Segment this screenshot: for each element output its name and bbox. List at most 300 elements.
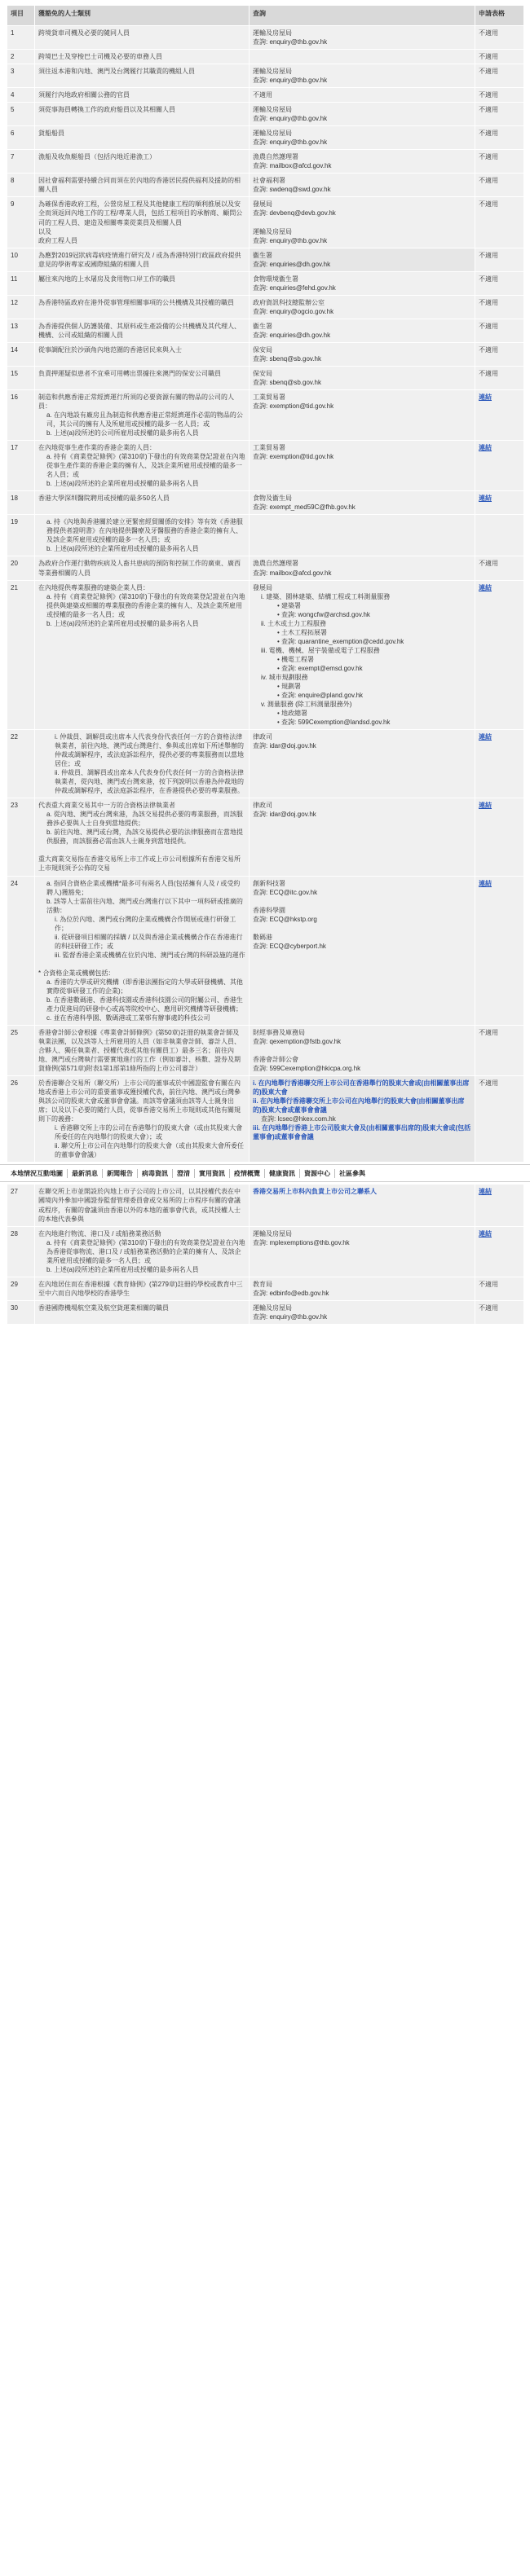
row-enquiry (250, 342, 475, 366)
row-category (35, 1026, 250, 1076)
application-not-applicable: 不適用 (479, 1029, 498, 1036)
enquiry-line (253, 218, 471, 227)
row-category (35, 64, 250, 88)
table-row (7, 295, 524, 319)
category-line: 香港會計師公會根據《專業會計師條例》(第50章)註冊的執業會計師及執業法團，以及該等人士所雇用的人員（如非執業會計師、審計人員、合夥人、獨任執業者、授權代表或其他有關員工）最多三名；前往內地、澳門或台灣執行需要實地進行的工作（例如審計、核數、證券及期貨條例(第571章)附表1第1部第1條所指的上市公司審計） (38, 1029, 241, 1073)
row-enquiry (250, 1226, 475, 1277)
row-application (475, 271, 524, 295)
row-application (475, 1026, 524, 1076)
table-row (7, 798, 524, 876)
application-not-applicable: 不適用 (479, 53, 498, 61)
enquiry-link[interactable]: i. 在內地舉行香港聯交所上市公司在香港舉行的股東大會或(由相關董事出席的)股東大會 (253, 1079, 470, 1097)
table-row (7, 271, 524, 295)
row-number: 4 (7, 88, 35, 103)
row-number: 27 (7, 1185, 35, 1226)
row-number: 11 (7, 271, 35, 295)
application-not-applicable: 不適用 (479, 29, 498, 37)
enquiry-line: 食物環境衞生署 (253, 275, 298, 283)
enquiry-line (253, 924, 471, 933)
application-not-applicable: 不適用 (479, 345, 498, 354)
nav-item[interactable]: 實用資訊 (195, 1169, 230, 1178)
enquiry-line: 食物及衞生局 (253, 495, 292, 503)
enquiry-email: 查詢: lcsec@hkex.com.hk (261, 1115, 336, 1123)
application-form-link[interactable]: 連結 (479, 393, 492, 401)
enquiry-line: 查詢: enquiry@ogcio.gov.hk (253, 307, 334, 315)
category-line: 屬往來內地的上水屠房及食用物口岸工作的職員 (38, 275, 175, 283)
category-line: 為香港提供個人防護裝備、其原料或生產設備的公共機構及其代理人、機構、公司或組織的相關人員 (38, 322, 241, 339)
row-category (35, 248, 250, 271)
enquiry-link[interactable]: 香港交易所上市科內負責上市公司之聯系人 (253, 1188, 377, 1196)
enquiry-line: 衞生署 (253, 251, 272, 259)
category-line: 為應對2019冠狀病毒病疫情進行研究及 / 或為香港特別行政區政府提供意見的學術專家或國際組織的相關人員 (38, 251, 241, 268)
category-line: a. 持有《商業登記條例》(第310章)下發出的有效商業登記證並在內地提供與建築或相關的專業服務的香港企業的擁有人、及該企業所雇用或授權的最多一名人員；或 (46, 592, 245, 618)
category-line: 須從事海員轉換工作的政府船員以及其相關人員 (38, 106, 175, 114)
row-category (35, 1076, 250, 1163)
row-application (475, 103, 524, 126)
row-application (475, 1277, 524, 1300)
row-application (475, 174, 524, 197)
category-line: 制造和供應香港正常經濟運行所須的必要資源有關的物品的公司的人員： (38, 393, 234, 410)
category-line: b. 該等人士需前往內地、澳門或台灣進行以下其中一項科研或推廣的活動： (46, 897, 243, 914)
row-number: 22 (7, 730, 35, 798)
enquiry-line: • 查詢: wongcfw@archsd.gov.hk (277, 610, 370, 618)
row-enquiry (250, 150, 475, 174)
category-line: 貨船船員 (38, 130, 64, 138)
category-line: iii. 監督香港企業或機構在位於內地、澳門或台灣的科研設施的運作 (55, 951, 245, 959)
table-row (7, 174, 524, 197)
row-number: 2 (7, 50, 35, 64)
category-line: a. 在內地設有廠房且為制造和供應香港正常經濟運作必需的物品的公司，其公司的擁有人及所雇用或授權的最多一名人員；或 (46, 411, 243, 429)
category-line: a. 持《內地與香港關於建立更緊密經貿關係的安排》等有效《香港服務提供者證明書》在內地提供醫療及牙醫服務的香港企業的擁有人、及該企業所雇用或授權的最多一名人員；或 (46, 518, 243, 544)
row-application (475, 556, 524, 580)
row-number: 21 (7, 580, 35, 730)
row-number: 18 (7, 491, 35, 515)
row-enquiry (250, 580, 475, 730)
table-row (7, 319, 524, 342)
enquiry-line: 律政司 (253, 802, 272, 810)
row-application (475, 515, 524, 556)
enquiry-line: 保安局 (253, 369, 272, 377)
table-row (7, 491, 524, 515)
row-application (475, 88, 524, 103)
category-line: 為確保香港政府工程，公營房屋工程及其他健康工程的順利推展以及安全而須返回內地工作的工程/專業人員，包括工程項目的承辦商、顧問公司的工程人員、建造及相關專業從業員及相關人員 (38, 200, 243, 226)
enquiry-line: 香港會計師公會 (253, 1056, 298, 1064)
table-row (7, 876, 524, 1026)
table-row (7, 441, 524, 491)
row-category (35, 491, 250, 515)
exemption-table-part-1 (7, 5, 524, 1163)
row-number: 1 (7, 26, 35, 50)
row-enquiry (250, 174, 475, 197)
table-row (7, 126, 524, 150)
row-enquiry (250, 876, 475, 1026)
enquiry-line: 教育局 (253, 1280, 272, 1288)
category-line: 在內地從事生產作業的香港企業的人員： (38, 444, 156, 452)
category-line: 在內地居住而在香港根據《教育條例》(第279章)註冊的學校或教育中三至中六而自內地學校的香港學生 (38, 1280, 243, 1297)
nav-item[interactable]: 健康資訊 (265, 1169, 300, 1178)
nav-item[interactable]: 資源中心 (300, 1169, 335, 1178)
category-line: i. 為位於內地、澳門或台灣的企業或機構合作開展或進行研發工作； (55, 915, 236, 932)
application-not-applicable: 不適用 (479, 560, 498, 568)
enquiry-line: 查詢: idar@doj.gov.hk (253, 742, 316, 750)
nav-item[interactable]: 新聞報告 (103, 1169, 138, 1178)
enquiry-line: 政府資訊科技總監辦公室 (253, 298, 325, 306)
row-application (475, 389, 524, 440)
category-line: 代表重大商業交易其中一方的合資格法律執業者 (38, 802, 175, 810)
row-number: 14 (7, 342, 35, 366)
category-line: 重大商業交易指在香港交易所上市工作或上市公司根據所有香港交易所上市規則須予公佈的交易 (38, 855, 241, 873)
nav-item[interactable]: 最新消息 (68, 1169, 103, 1178)
application-not-applicable: 不適用 (479, 68, 498, 76)
application-form-link[interactable]: 連結 (479, 733, 492, 741)
enquiry-line: 漁農自然護理署 (253, 153, 298, 161)
enquiry-line: 查詢: enquiry@thb.gov.hk (253, 115, 328, 123)
row-enquiry (250, 126, 475, 150)
category-line: 跨境貨車司機及必要的隨同人員 (38, 29, 130, 37)
category-line: 香港大學深圳醫院聘用或授權的最多50名人員 (38, 495, 170, 503)
row-number: 10 (7, 248, 35, 271)
enquiry-line: 查詢: enquiry@thb.gov.hk (253, 38, 328, 46)
enquiry-line: • 建築署 (277, 601, 302, 609)
row-application (475, 64, 524, 88)
row-enquiry (250, 103, 475, 126)
category-line: b. 上述(a)段所述的企業所雇用或授權的最多兩名人員 (46, 1265, 199, 1273)
table-row (7, 50, 524, 64)
table-row (7, 26, 524, 50)
category-line: i. 香港聯交所上市的公司在香港舉行的股東大會（或由其股東大會所委任的在內地舉行的股東大會）；或 (55, 1124, 243, 1141)
category-line: 在內地進行物流、港口及 / 或船務業務活動 (38, 1229, 161, 1237)
row-category (35, 174, 250, 197)
row-application (475, 580, 524, 730)
row-number: 24 (7, 876, 35, 1026)
application-not-applicable: 不適用 (479, 369, 498, 377)
table-row (7, 556, 524, 580)
application-form-link[interactable]: 連結 (479, 1229, 492, 1237)
enquiry-line: 工業貿易署 (253, 444, 285, 452)
row-number: 30 (7, 1300, 35, 1324)
application-not-applicable: 不適用 (479, 106, 498, 114)
enquiry-line: 查詢: ECQ@itc.gov.hk (253, 888, 318, 896)
enquiry-line: • 查詢: enquire@pland.gov.hk (277, 691, 364, 699)
category-line: 為政府合作運行動物疾病及人畜共患病的預防和控制工作的廣東、廣西等業務相關的人員 (38, 560, 241, 577)
row-category (35, 730, 250, 798)
row-application (475, 491, 524, 515)
row-number: 6 (7, 126, 35, 150)
enquiry-line: 財經事務及庫務局 (253, 1029, 305, 1036)
row-number: 5 (7, 103, 35, 126)
row-category (35, 197, 250, 248)
enquiry-line: • 地政總署 (277, 709, 308, 717)
category-line (38, 846, 245, 855)
category-line: a. 指同合資格企業或機構*最多可有兩名人員(包括擁有人及 / 或受約聘人)獲豁免； (46, 879, 241, 896)
enquiry-line: 運輸及房屋局 (253, 1303, 292, 1312)
enquiry-line: 運輸及房屋局 (253, 227, 292, 235)
row-number: 13 (7, 319, 35, 342)
row-enquiry (250, 730, 475, 798)
category-line: a. 從內地、澳門或台灣來港，為該交易提供必要的專業服務，而該服務涉必要與人士自身到當地提供； (46, 811, 243, 828)
row-enquiry (250, 271, 475, 295)
application-not-applicable: 不適用 (479, 177, 498, 185)
row-enquiry (250, 248, 475, 271)
row-category (35, 580, 250, 730)
application-not-applicable: 不適用 (479, 251, 498, 259)
category-line: b. 上述(a)段所述的企業所雇用或授權的最多兩名人員 (46, 480, 199, 488)
row-enquiry (250, 1300, 475, 1324)
enquiry-subheading: iv. 城市規劃服務 (261, 673, 308, 681)
row-category (35, 366, 250, 389)
row-enquiry (250, 366, 475, 389)
row-enquiry (250, 295, 475, 319)
enquiry-line: • 土木工程拓展署 (277, 628, 328, 636)
category-line: i. 仲裁員、調解員或出席本人代表身份代表任何一方的合資格法律執業者，前往內地、澳門或台灣進行、參與或出席如下所述舉辦的仲裁或調解程序，或法庭訴訟程序，提供必要的專業服務而以當地居住；或 (55, 733, 244, 768)
row-application (475, 876, 524, 1026)
row-enquiry (250, 50, 475, 64)
enquiry-line: 查詢: enquiry@thb.gov.hk (253, 236, 328, 244)
table-row (7, 1226, 524, 1277)
row-application (475, 150, 524, 174)
category-line: 因社會福利需要持續合同而須在於內地的香港居民提供福利及援助的相關人員 (38, 177, 241, 194)
category-line: b. 上述(a)段所述的企業所雇用或授權的最多兩名人員 (46, 619, 199, 627)
row-number: 15 (7, 366, 35, 389)
row-application (475, 1185, 524, 1226)
row-category (35, 295, 250, 319)
category-line: b. 上述(a)段所述的企業所雇用或授權的最多兩名人員 (46, 545, 199, 553)
header-application-form: 申請表格 (475, 6, 524, 26)
row-number: 20 (7, 556, 35, 580)
table-header-row (7, 6, 524, 26)
nav-item[interactable]: 病毒資訊 (138, 1169, 173, 1178)
table-row (7, 389, 524, 440)
enquiry-line: 查詢: sbenq@sb.gov.hk (253, 354, 322, 363)
table-row (7, 515, 524, 556)
row-application (475, 730, 524, 798)
enquiry-line: 查詢: qexemption@fstb.gov.hk (253, 1038, 342, 1046)
enquiry-subheading: ii. 土木或土力工程服務 (261, 619, 326, 627)
category-line: 跨境巴士及穿梭巴士司機及必要的車務人員 (38, 53, 162, 61)
category-line: 須履行內地政府相關公務的官員 (38, 91, 130, 99)
enquiry-line: 香港科學園 (253, 906, 285, 914)
category-line: 從事調配往於沙頭角內地范圍的香港居民來與入士 (38, 345, 182, 354)
row-application (475, 366, 524, 389)
row-category (35, 1226, 250, 1277)
enquiry-line (253, 897, 471, 906)
nav-item[interactable]: 疫情概覽 (230, 1169, 265, 1178)
enquiry-line: 查詢: idar@doj.gov.hk (253, 811, 316, 819)
enquiry-link[interactable]: iii. 在內地舉行香港上市公司股東大會及(由相關董事出席的)股東大會或(包括董事會)或董事會會議 (253, 1124, 471, 1141)
table-row (7, 366, 524, 389)
application-form-link[interactable]: 連結 (479, 1188, 492, 1196)
category-line: c. 並在香港科學園、數碼港或工業邨有辦事處的科技公司 (46, 1013, 210, 1022)
enquiry-line: 查詢: exemption@tid.gov.hk (253, 453, 334, 461)
row-number: 23 (7, 798, 35, 876)
header-item-no: 項目 (7, 6, 35, 26)
row-category (35, 1300, 250, 1324)
enquiry-subheading: i. 建築、園林建築、結構工程或工料測量服務 (261, 592, 391, 600)
row-category (35, 150, 250, 174)
category-line: b. 在香港數碼港、香港科技園或香港科技園公司的附屬公司、香港生產力促進局的研發中心或高等院校中心、應用研究機構等研發機構； (46, 996, 243, 1013)
enquiry-line: • 查詢: 599Cexemption@landsd.gov.hk (277, 719, 391, 726)
nav-item[interactable]: 澄清 (173, 1169, 195, 1178)
row-enquiry (250, 1185, 475, 1226)
row-application (475, 248, 524, 271)
row-enquiry (250, 798, 475, 876)
enquiry-line: 查詢: 599Cexemption@hkicpa.org.hk (253, 1065, 361, 1073)
row-number: 7 (7, 150, 35, 174)
nav-item[interactable]: 本地情況互動地圖 (7, 1169, 68, 1178)
category-line: 須往返本港和內地、澳門及台灣履行其職責的機組人員 (38, 68, 195, 76)
table-row (7, 103, 524, 126)
application-not-applicable: 不適用 (479, 91, 498, 99)
row-enquiry (250, 1076, 475, 1163)
row-application (475, 1076, 524, 1163)
category-line: a. 持有《商業登記條例》(第310章)下發出的有效商業登記證並在內地從事生產作業的香港企業的擁有人、及該企業所雇用或授權的最多一名人員；或 (46, 453, 245, 479)
nav-item[interactable]: 社區參與 (339, 1169, 365, 1177)
site-nav-bar (0, 1164, 530, 1182)
category-line: 漁船及收魚艇船員（包括內地近港漁工） (38, 153, 156, 161)
application-not-applicable: 不適用 (479, 322, 498, 330)
row-category (35, 556, 250, 580)
enquiry-line: 查詢: mplexemptions@thb.gov.hk (253, 1238, 350, 1246)
category-line: * 合資格企業或機構包括： (38, 969, 115, 977)
application-not-applicable: 不適用 (479, 1303, 498, 1312)
row-category (35, 88, 250, 103)
enquiry-line: 查詢: mailbox@afcd.gov.hk (253, 569, 332, 577)
row-number: 17 (7, 441, 35, 491)
application-form-link[interactable]: 連結 (479, 802, 492, 810)
application-form-link[interactable]: 連結 (479, 444, 492, 452)
enquiry-line: 查詢: exempt_med59C@fhb.gov.hk (253, 503, 356, 512)
row-number: 8 (7, 174, 35, 197)
row-category (35, 1185, 250, 1226)
enquiry-line: 不適用 (253, 91, 272, 99)
row-application (475, 319, 524, 342)
row-category (35, 26, 250, 50)
enquiry-line: 發展局 (253, 583, 272, 591)
application-not-applicable: 不適用 (479, 1280, 498, 1288)
category-line: ii. 從研發項目相關的採購 / 以及與香港企業或機構合作在香港進行的科技研發工作；或 (55, 933, 243, 950)
application-form-link[interactable]: 連結 (479, 879, 492, 887)
enquiry-line: 查詢: mailbox@afcd.gov.hk (253, 162, 332, 170)
row-number: 3 (7, 64, 35, 88)
enquiry-line: 運輸及房屋局 (253, 130, 292, 138)
row-enquiry (250, 1277, 475, 1300)
row-enquiry (250, 556, 475, 580)
table-row (7, 1185, 524, 1226)
category-line: 在聯交所上市並開設於內地上市子公司的上市公司，以其授權代表在中國境內外參加中國證券監督管理委員會或交易所的上市程序有關的會議或程序，有關的會議須由香港以外的本地的董事會代表，或其授權人士的本地代表參與 (38, 1188, 241, 1223)
enquiry-line: • 查詢: exempt@emsd.gov.hk (277, 664, 363, 672)
enquiry-line: • 機電工程署 (277, 655, 315, 663)
enquiry-line: 查詢: edbinfo@edb.gov.hk (253, 1289, 329, 1297)
application-form-link[interactable]: 連結 (479, 495, 492, 503)
enquiry-line: 衞生署 (253, 322, 272, 330)
row-application (475, 295, 524, 319)
row-application (475, 126, 524, 150)
row-category (35, 876, 250, 1026)
row-application (475, 441, 524, 491)
enquiry-line: 發展局 (253, 200, 272, 209)
enquiry-subheading: v. 測量服務 (除工料測量服務外) (261, 700, 352, 708)
row-number: 26 (7, 1076, 35, 1163)
row-enquiry (250, 1026, 475, 1076)
row-category (35, 441, 250, 491)
table-row (7, 730, 524, 798)
table-row (7, 248, 524, 271)
row-application (475, 197, 524, 248)
table-row (7, 88, 524, 103)
row-category (35, 342, 250, 366)
enquiry-line: 保安局 (253, 345, 272, 354)
application-not-applicable: 不適用 (479, 153, 498, 161)
enquiry-line: 運輸及房屋局 (253, 68, 292, 76)
row-application (475, 1226, 524, 1277)
row-application (475, 798, 524, 876)
row-number: 12 (7, 295, 35, 319)
enquiry-line: 查詢: devbenq@devb.gov.hk (253, 209, 336, 218)
table-row (7, 1277, 524, 1300)
enquiry-line: 漁農自然護理署 (253, 560, 298, 568)
application-not-applicable: 不適用 (479, 298, 498, 306)
row-number: 9 (7, 197, 35, 248)
enquiry-line: 查詢: enquiries@dh.gov.hk (253, 331, 331, 339)
row-category (35, 271, 250, 295)
row-enquiry (250, 441, 475, 491)
table-row (7, 64, 524, 88)
enquiry-line: 創新科技署 (253, 879, 285, 887)
category-line: ii. 仲裁員、調解員或出席本人代表身份代表任何一方的合資格法律執業者，從內地、澳門或台灣來港，按下列說明以香港為仲裁地的仲裁或調解程序，或法庭訴訟程序，在香港提供必要的專業服務。 (55, 769, 244, 795)
row-number: 25 (7, 1026, 35, 1076)
enquiry-line: 查詢: sbenq@sb.gov.hk (253, 378, 322, 386)
category-line: ii. 聯交所上市公司在內地舉行的股東大會（或由其股東大會所委任的董事會會議） (55, 1142, 244, 1159)
enquiry-line: 查詢: enquiry@thb.gov.hk (253, 77, 328, 85)
category-line: a. 持有《商業登記條例》(第310章)下發出的有效商業登記證並在內地為香港從事物流、港口及 / 或船務業務活動的企業的擁有人、及該企業所雇用或授權的最多一名人員；或 (46, 1238, 245, 1264)
row-application (475, 26, 524, 50)
category-line: b. 前往內地、澳門或台灣，為該交易提供必要的法律服務而在當地提供服務，而該服務必需由該人士親身到當地提供。 (46, 829, 243, 846)
header-category: 獲豁免的人士類別 (35, 6, 250, 26)
application-not-applicable: 不適用 (479, 275, 498, 283)
header-enquiry: 查詢 (250, 6, 475, 26)
application-not-applicable: 不適用 (479, 200, 498, 209)
row-enquiry (250, 491, 475, 515)
enquiry-line: 工業貿易署 (253, 393, 285, 401)
enquiry-line: 律政司 (253, 733, 272, 741)
enquiry-line: • 查詢: quarantine_exemption@cedd.gov.hk (277, 637, 404, 645)
enquiry-line: 查詢: ECQ@cyberport.hk (253, 942, 326, 950)
enquiry-line: 查詢: enquiries@fehd.gov.hk (253, 284, 336, 292)
table-row (7, 150, 524, 174)
enquiry-link[interactable]: ii. 在內地舉行香港聯交所上市公司在內地舉行的股東大會(由相關董事出席的)股東大會或董事會會議 (253, 1097, 465, 1114)
enquiry-line: 查詢: swdenq@swd.gov.hk (253, 186, 331, 194)
table-row (7, 342, 524, 366)
row-category (35, 389, 250, 440)
category-line: 以及 (38, 227, 51, 235)
table-row (7, 1076, 524, 1163)
application-form-link[interactable]: 連結 (479, 583, 492, 591)
row-enquiry (250, 64, 475, 88)
table-row (7, 580, 524, 730)
application-not-applicable: 不適用 (479, 1079, 498, 1088)
row-application (475, 50, 524, 64)
category-line: 於香港聯合交易所（聯交所）上市公司的董事或於中國證監會有關在內地或香港上市公司的重要董事或獲授權代表，前往內地、澳門或台灣參與該公司的股東大會或董事會會議。而該等會議須由該等人士親身出席；以及以下必要的隨行人員，從事香港交易所上市規則或其他有關規則下的義務： (38, 1079, 241, 1123)
enquiry-subheading: iii. 電機、機械、屋宇裝備或電子工程服務 (261, 646, 380, 654)
row-category (35, 103, 250, 126)
enquiry-line: 查詢: ECQ@hkstp.org (253, 915, 317, 923)
enquiry-line: 運輸及房屋局 (253, 106, 292, 114)
enquiry-line: 查詢: enquiry@thb.gov.hk (253, 1312, 328, 1321)
enquiry-line: 運輸及房屋局 (253, 1229, 292, 1237)
row-category (35, 515, 250, 556)
enquiry-line: 社會福利署 (253, 177, 285, 185)
row-application (475, 1300, 524, 1324)
